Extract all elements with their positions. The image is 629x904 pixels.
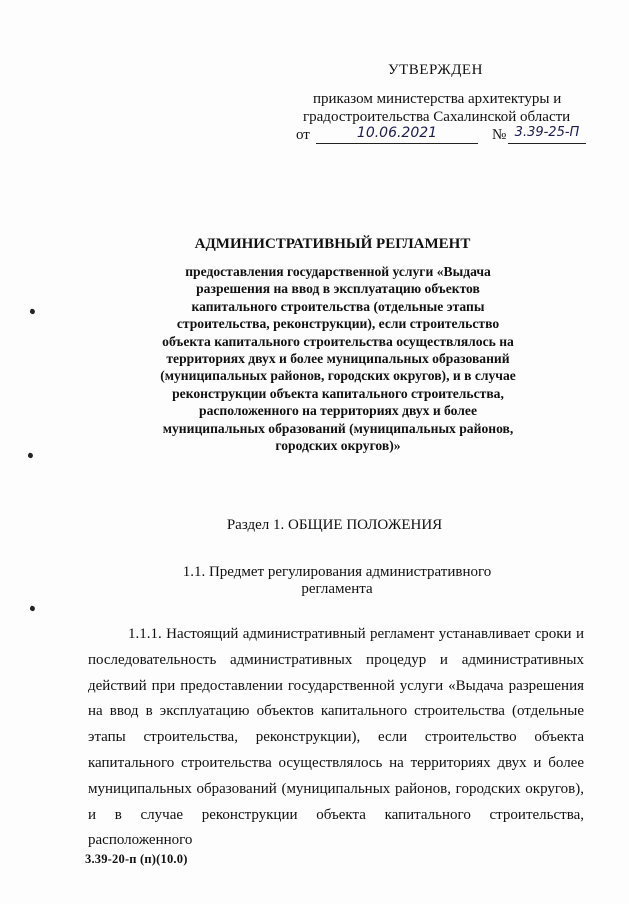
- order-text-line-1: приказом министерства архитектуры и: [313, 91, 562, 107]
- number-label: №: [492, 127, 507, 143]
- order-details-row: [296, 125, 596, 147]
- subsection-title: 1.1. Предмет регулирования административного регламента: [182, 564, 492, 597]
- section-title: Раздел 1. ОБЩИЕ ПОЛОЖЕНИЯ: [226, 517, 443, 533]
- order-text-line-2: градостроительства Сахалинской области: [303, 109, 571, 125]
- scan-speck-mark: [29, 605, 36, 612]
- order-date-handwritten: 10.06.2021: [316, 125, 478, 144]
- scan-speck-mark: [29, 308, 36, 315]
- document-subtitle: предоставления государственной услуги «Выдача разрешения на ввод в эксплуатацию объектов капитального строительства (отдельные этапы строительства, реконструкции), если строительство объекта капитального строительства осуществлялось на территориях двух и более муниципальных образований (муниципальных районов, городских округов), и в случае реконструкции объекта капитального строительства, расположенного на территориях двух и более муниципальных образований (муниципальных районов, городских округов)»: [160, 264, 516, 454]
- footer-document-code: 3.39-20-п (п)(10.0): [85, 852, 188, 866]
- order-number-handwritten: 3.39-25-П: [508, 125, 586, 144]
- date-label: от: [296, 127, 310, 143]
- document-title: АДМИНИСТРАТИВНЫЙ РЕГЛАМЕНТ: [194, 236, 471, 252]
- scan-speck-mark: [27, 452, 34, 459]
- approval-heading: УТВЕРЖДЕН: [388, 62, 483, 78]
- body-paragraph: 1.1.1. Настоящий административный регламент устанавливает сроки и последовательность административных процедур и административных действий при предоставлении государственной услуги «Выдача разрешения на ввод в эксплуатацию объектов капитального строительства (отдельные этапы строительства, реконструкции), если строительство объекта капитального строительства осуществлялось на территориях двух и более муниципальных образований (муниципальных районов, городских округов), и в случае реконструкции объекта капитального строительства, расположенного: [88, 626, 584, 849]
